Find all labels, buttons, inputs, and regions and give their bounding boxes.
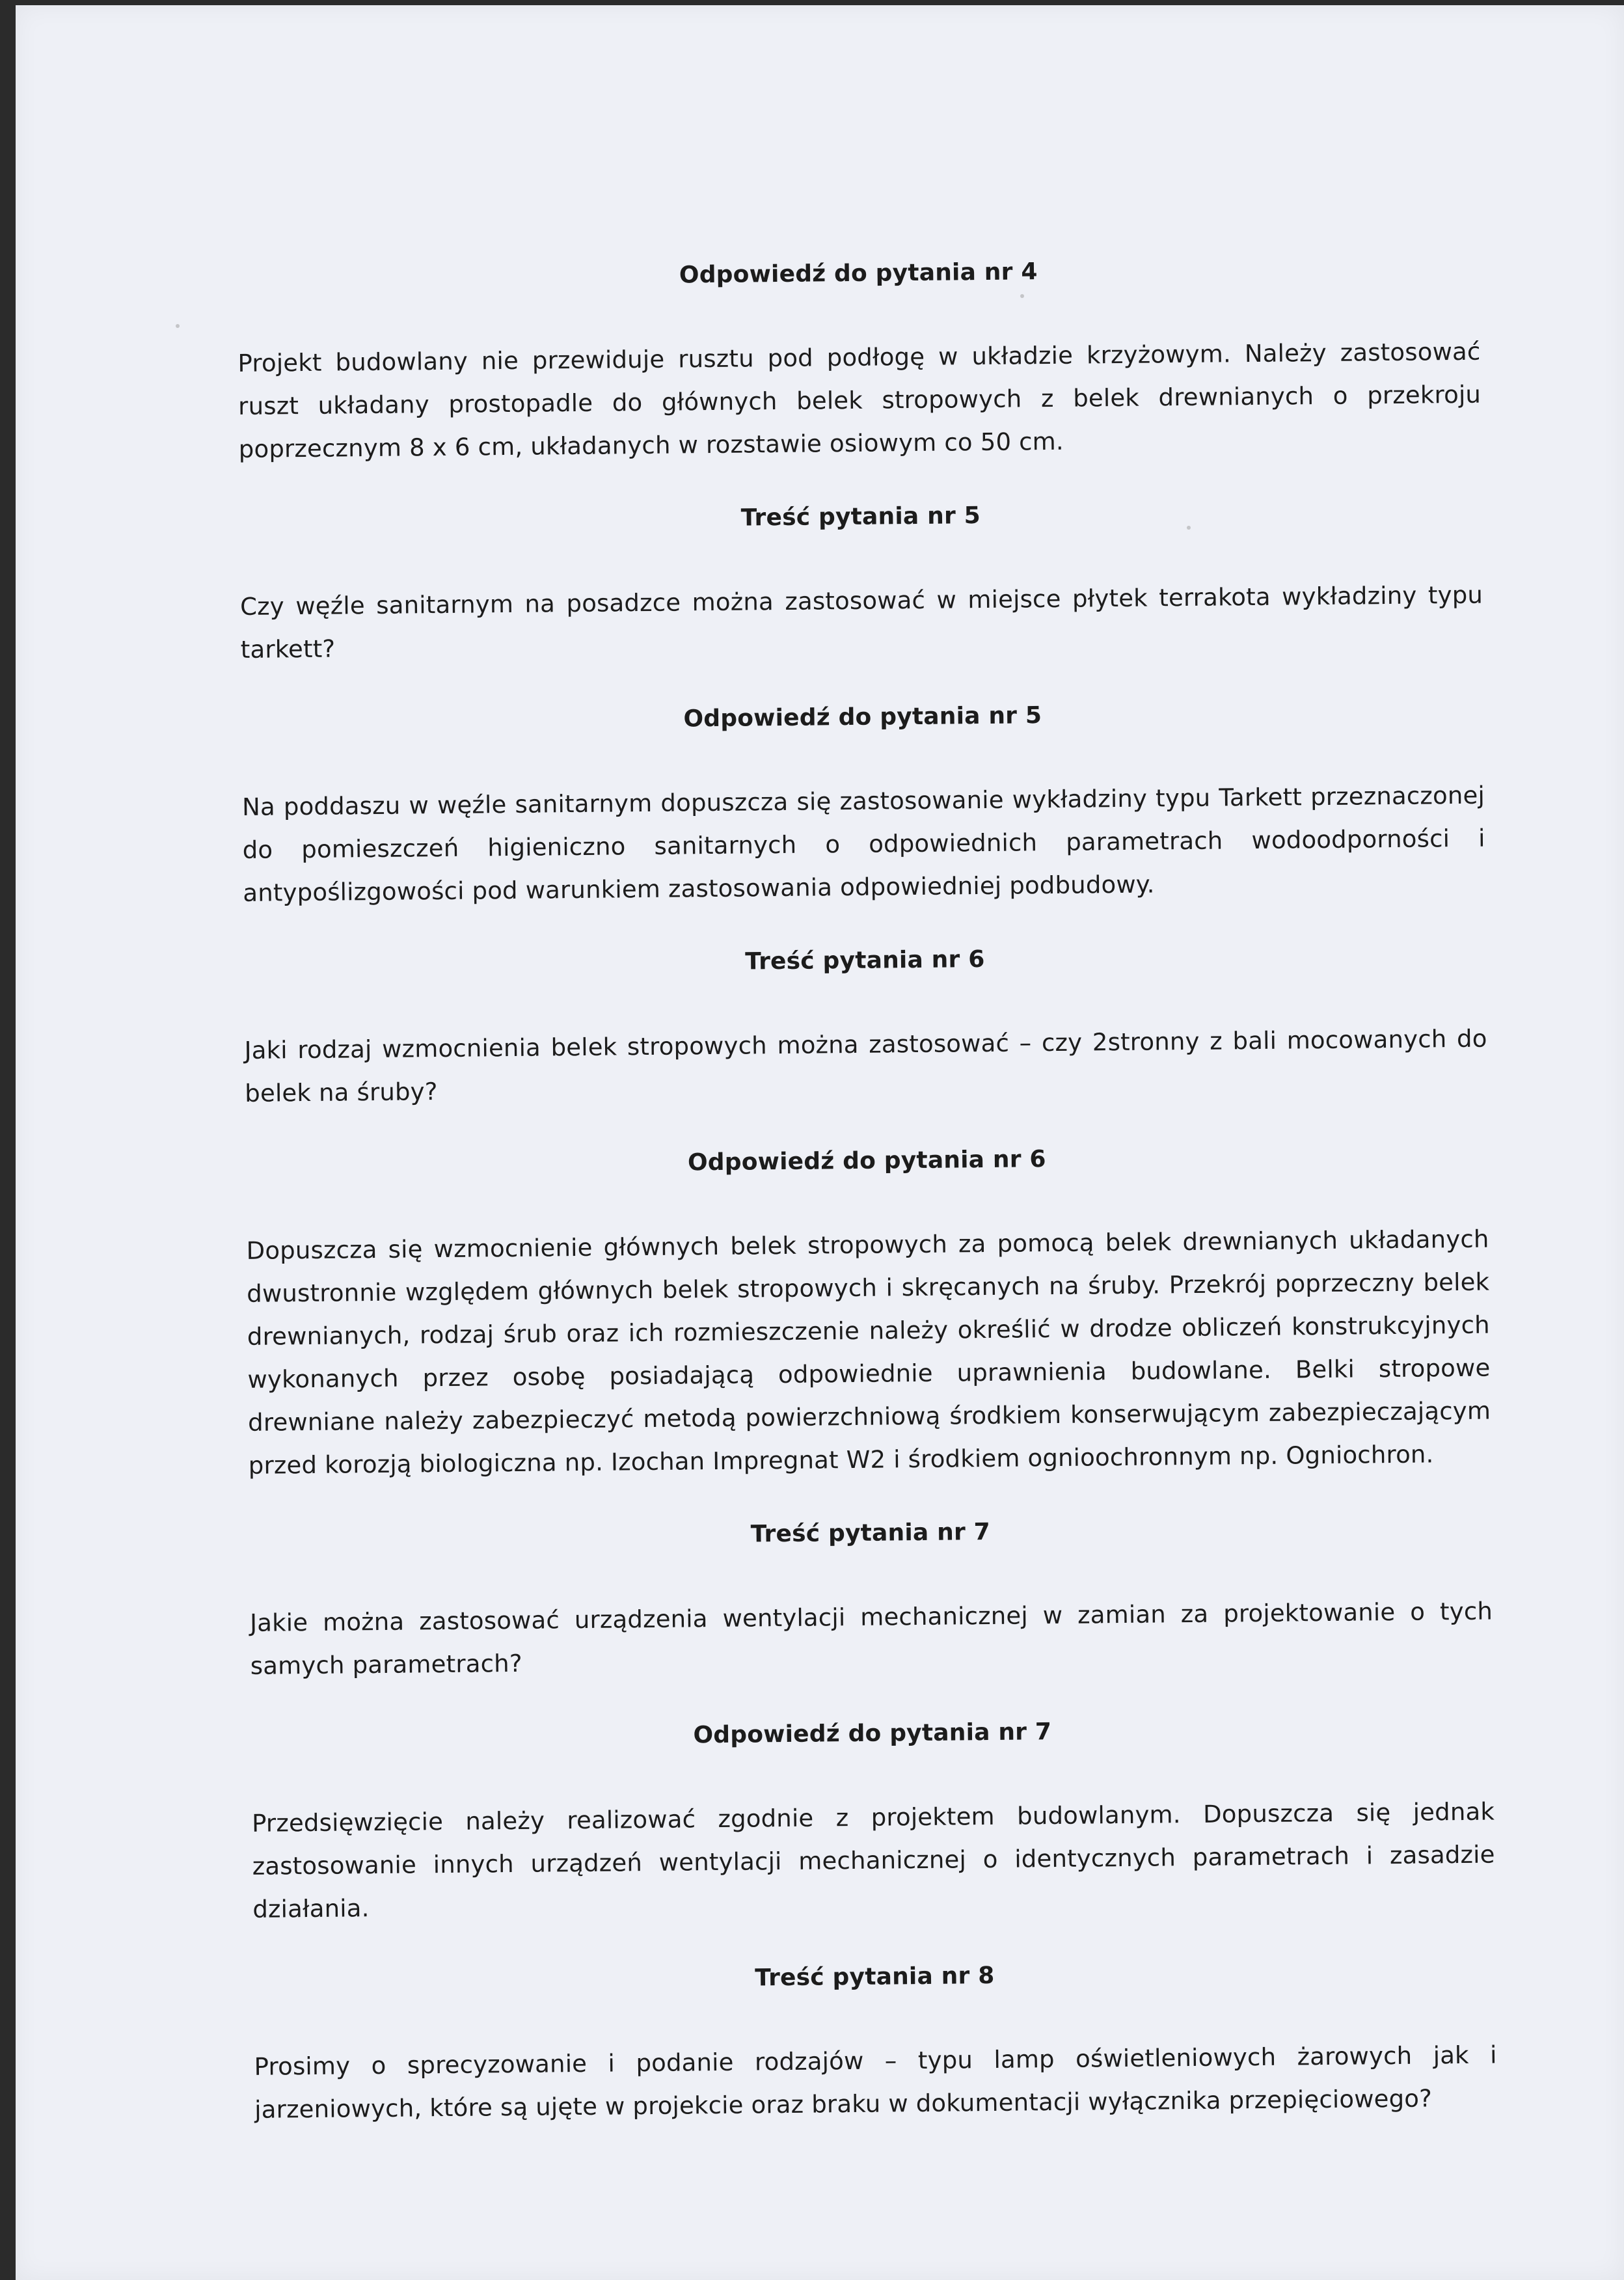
scan-speck bbox=[176, 324, 180, 328]
section-heading: Odpowiedź do pytania nr 7 bbox=[693, 1718, 1052, 1749]
section-text: Przedsięwzięcie należy realizować zgodnie z projektem budowlanym. Dopuszcza się jednak zastosowanie innych urządzeń wentylacji mechanicznej o identycznych parametrach i zasadzie działania. bbox=[251, 1797, 1495, 1923]
section-heading: Treść pytania nr 7 bbox=[750, 1518, 991, 1548]
section-heading: Treść pytania nr 5 bbox=[740, 502, 981, 532]
section-heading: Odpowiedź do pytania nr 6 bbox=[687, 1146, 1046, 1176]
section-heading: Treść pytania nr 6 bbox=[745, 946, 985, 975]
section-text: Prosimy o sprecyzowanie i podanie rodzajów – typu lamp oświetleniowych żarowych jak i jarzeniowych, które są ujęte w projekcie oraz braku w dokumentacji wyłącznika przepięciowego? bbox=[254, 2041, 1497, 2124]
section-heading: Odpowiedź do pytania nr 4 bbox=[679, 258, 1038, 289]
section-text: Na poddaszu w węźle sanitarnym dopuszcza się zastosowanie wykładziny typu Tarkett przeznaczonej do pomieszczeń higieniczno sanitarnych o odpowiednich parametrach wodoodporności i antypoślizgowości pod warunkiem zastosowania odpowiedniej podbudowy. bbox=[241, 781, 1485, 907]
section-heading: Odpowiedź do pytania nr 5 bbox=[683, 702, 1042, 733]
section-text: Dopuszcza się wzmocnienie głównych belek stropowych za pomocą belek drewnianych układanych dwustronnie względem głównych belek stropowych i skręcanych na śruby. Przekrój poprzeczny belek drewnianych, rodzaj śrub oraz ich rozmieszczenie należy określić w drodze obliczeń konstrukcyjnych wykonanych przez osobę posiadającą odpowiednie uprawnienia budowlane. Belki stropowe drewniane należy zabezpieczyć metodą powierzchniową środkiem konserwującym zabezpieczającym przed korozją biologiczna np. Izochan Impregnat W2 i środkiem ognioochronnym np. Ogniochron. bbox=[246, 1225, 1491, 1480]
section-text: Jaki rodzaj wzmocnienia belek stropowych można zastosować – czy 2stronny z bali mocowanych do belek na śruby? bbox=[244, 1024, 1487, 1107]
document-body bbox=[237, 247, 1498, 2132]
section-text: Czy węźle sanitarnym na posadzce można zastosować w miejsce płytek terrakota wykładziny typu tarkett? bbox=[239, 580, 1483, 664]
scanned-page bbox=[16, 5, 1624, 2280]
section-text: Projekt budowlany nie przewiduje rusztu pod podłogę w układzie krzyżowym. Należy zastosować ruszt układany prostopadle do głównych belek stropowych z belek drewnianych o przekroju poprzecznym 8 x 6 cm, układanych w rozstawie osiowym co 50 cm. bbox=[237, 337, 1482, 463]
section-heading: Treść pytania nr 8 bbox=[755, 1962, 995, 1992]
section-text: Jakie można zastosować urządzenia wentylacji mechanicznej w zamian za projektowanie o tych samych parametrach? bbox=[249, 1597, 1493, 1680]
